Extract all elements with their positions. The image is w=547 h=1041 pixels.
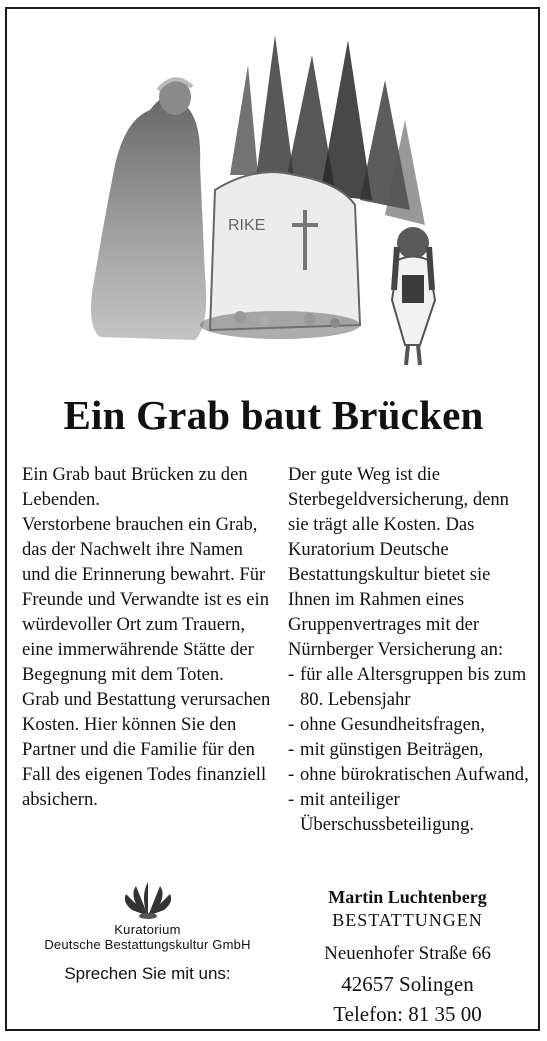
list-item: - mit günstigen Beiträgen, [288, 739, 484, 760]
benefit-text: mit günstigen Beiträgen, [300, 739, 484, 760]
contact-block [300, 887, 515, 1027]
paragraph-2: Verstorbene brauchen ein Grab, das der Nachwelt ihre Namen und die Erinnerung bewahrt. Für Freunde und Verwandte ist es ein würdevoller Ort zum Trauern, eine immerwährende Stätte der Begegnung mit dem Toten. [22, 514, 270, 685]
list-item: - ohne Gesundheitsfragen, [288, 714, 485, 735]
left-column [22, 462, 272, 812]
benefit-text: mit anteiliger Überschussbeteiligung. [300, 789, 475, 835]
logo-line-2: Deutsche Bestattungskultur GmbH [44, 937, 251, 952]
list-item: - ohne bürokratischen Aufwand, [288, 764, 529, 785]
contact-street: Neuenhofer Straße 66 [324, 943, 491, 964]
paragraph-1: Ein Grab baut Brücken zu den Lebenden. [22, 464, 248, 510]
benefit-text: ohne bürokratischen Aufwand, [300, 764, 529, 785]
insurance-intro: Der gute Weg ist die Sterbegeldversicherung, denn sie trägt alle Kosten. Das Kuratorium Deutsche Bestattungskultur bietet sie Ihnen im Rahmen eines Gruppenvertrages mit der Nürnberger Versicherung an: [288, 464, 509, 660]
list-item: - für alle Altersgruppen bis zum 80. Lebensjahr [288, 664, 527, 710]
list-item: - mit anteiliger Überschussbeteiligung. [288, 789, 475, 835]
contact-name: Martin Luchtenberg [328, 887, 487, 907]
tombstone-inscription: RIKE [228, 217, 266, 234]
right-column [288, 462, 533, 837]
kuratorium-logo-block [20, 880, 275, 984]
benefit-text: ohne Gesundheitsfragen, [300, 714, 485, 735]
logo-tagline: Sprechen Sie mit uns: [64, 964, 231, 983]
grave-illustration [80, 25, 480, 370]
contact-city: 42657 Solingen [341, 972, 474, 996]
contact-firm: BESTATTUNGEN [332, 910, 483, 930]
headline: Ein Grab baut Brücken [63, 392, 484, 438]
logo-line-1: Kuratorium [114, 922, 181, 937]
benefit-text: für alle Altersgruppen bis zum 80. Lebensjahr [300, 664, 527, 710]
paragraph-3: Grab und Bestattung verursachen Kosten. Hier können Sie den Partner und die Familie für den Fall des eigenen Todes finanziell absichern. [22, 689, 271, 810]
fan-logo-icon [118, 880, 178, 920]
benefit-list [288, 662, 533, 837]
contact-phone: Telefon: 81 35 00 [333, 1002, 482, 1026]
